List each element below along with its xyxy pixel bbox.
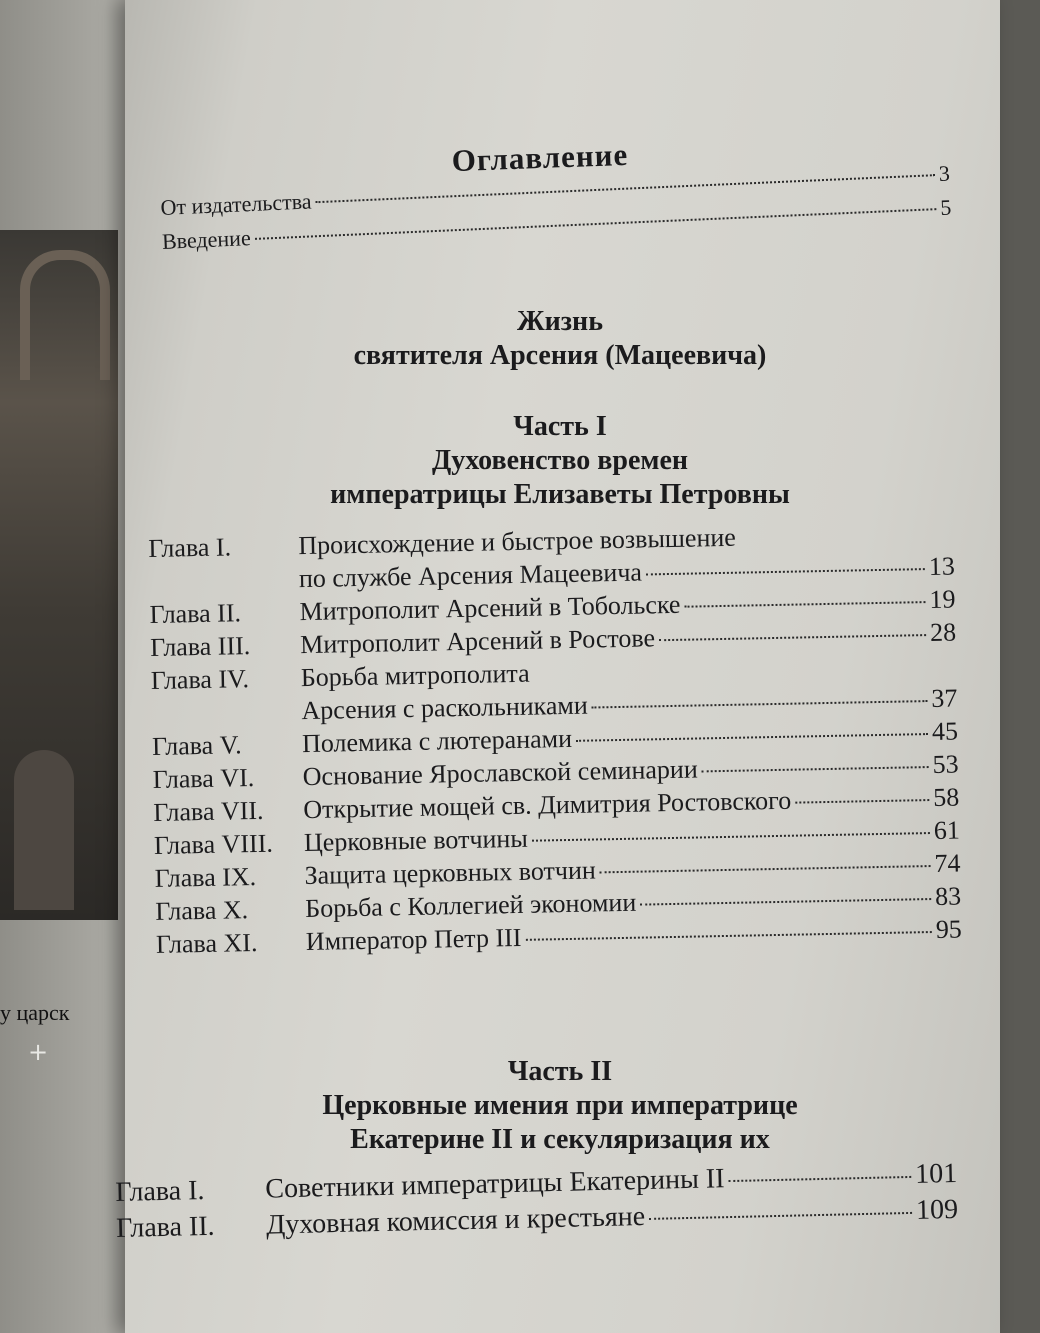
part1-heading [250,410,870,512]
chapter-number: Глава II. [115,1210,215,1244]
leader-dots [576,733,928,742]
chapter-number: Глава VII. [153,795,264,827]
photo-arch [20,250,110,380]
leader-dots [592,700,928,708]
chapter-number: Глава III. [149,631,251,662]
chapter-number: Глава IV. [150,664,250,695]
chapter-page: 58 [932,782,960,812]
chapter-title: Основание Ярославской семинарии [302,754,698,792]
chapter-title: Церковные вотчины [303,823,529,858]
chapter-number: Глава VIII. [153,828,274,860]
leader-dots [525,931,931,941]
chapter-page: 61 [933,815,961,845]
part2-label: Часть II [507,1056,613,1087]
chapter-page: 28 [929,617,957,648]
chapter-page: 37 [931,683,958,713]
chapter-page: 45 [931,716,959,746]
leader-dots [600,865,931,873]
leader-dots [702,766,929,772]
chapter-number: Глава VI. [152,763,255,794]
front-title: Введение [161,225,252,254]
part1-label: Часть I [513,411,607,442]
part1-chapter-list [148,517,962,961]
chapter-title: по службе Арсения Мацеевича [298,557,643,594]
leader-dots [728,1176,911,1182]
chapter-page: 13 [928,551,956,582]
chapter-number: Глава X. [155,895,249,926]
page-title: Оглавление [451,136,629,179]
photo-window [14,750,74,910]
front-page: 5 [939,194,952,220]
chapter-number: Глава I. [115,1174,205,1208]
leader-dots [795,799,929,804]
leader-dots [684,601,925,608]
chapter-title: Происхождение и быстрое возвышение [298,522,737,561]
chapter-title: Арсения с раскольниками [301,690,589,726]
chapter-page: 101 [914,1157,958,1190]
leader-dots [640,898,931,906]
front-title: От издательства [160,188,313,220]
chapter-number: Глава XI. [155,927,258,959]
book-title-line: Жизнь [516,306,603,337]
book-title-line: святителя Арсения (Мацеевича) [353,340,767,371]
chapter-title: Митрополит Арсений в Тобольске [299,589,681,627]
leader-dots [649,1212,912,1220]
leader-dots [646,568,925,575]
book-title [250,305,870,373]
chapter-title: Духовная комиссия и крестьяне [265,1200,646,1241]
photo-caption: у царск [0,1000,70,1025]
chapter-page: 19 [929,584,956,615]
leader-dots [659,634,926,641]
chapter-number: Глава V. [151,730,242,761]
part1-title-line: Духовенство времен [431,445,689,476]
chapter-title: Советники императрицы Екатерины II [265,1163,725,1205]
chapter-number: Глава I. [148,532,232,563]
chapter-page: 53 [932,749,959,779]
cross-icon: + [28,1038,49,1066]
chapter-page: 109 [915,1193,959,1226]
chapter-title: Открытие мощей св. Димитрия Ростовского [303,785,792,825]
chapter-number: Глава IX. [154,861,257,893]
chapter-number: Глава II. [149,598,242,629]
chapter-title: Борьба с Коллегией экономии [304,887,637,924]
chapter-body [301,649,958,728]
chapter-body [298,517,955,596]
chapter-title: Борьба митрополита [300,658,530,693]
part2-title-line: Церковные имения при императрице [322,1090,798,1121]
chapter-page: 83 [934,881,962,911]
part2-heading [250,1055,870,1157]
chapter-title: Император Петр III [305,922,522,957]
chapter-page: 95 [935,914,963,944]
chapter-page: 74 [934,848,961,878]
part2-title-line: Екатерине II и секуляризация их [350,1124,770,1155]
front-page: 3 [938,160,951,186]
part1-title-line: императрицы Елизаветы Петровны [330,479,790,510]
leader-dots [532,832,930,842]
chapter-title: Защита церковных вотчин [304,855,597,891]
chapter-title: Митрополит Арсений в Ростове [299,623,656,660]
chapter-title: Полемика с лютеранами [301,723,573,759]
